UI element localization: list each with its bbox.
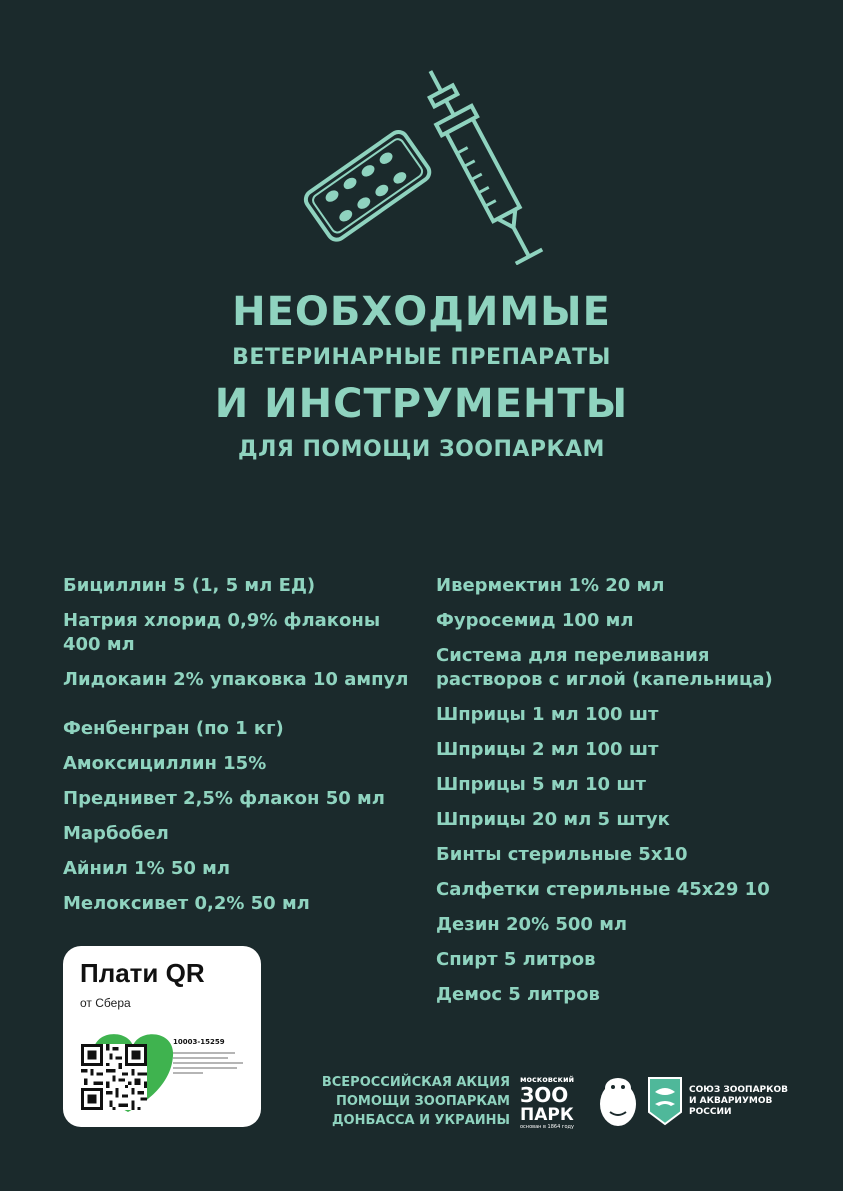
campaign-line-2: ПОМОЩИ ЗООПАРКАМ [336, 1094, 510, 1109]
union-line-1: СОЮЗ ЗООПАРКОВ [689, 1085, 789, 1095]
list-item: Шприцы 5 мл 10 шт [436, 774, 646, 795]
union-shield-icon [647, 1076, 683, 1126]
title-block [0, 285, 843, 469]
list-item: Система для переливания растворов с иглой (капельница) [436, 645, 773, 690]
list-item: Марбобел [63, 823, 169, 844]
campaign-line-1: ВСЕРОССИЙСКАЯ АКЦИЯ [321, 1075, 510, 1090]
list-item: Салфетки стерильные 45х29 10 [436, 879, 770, 900]
union-of-zoos-logo [647, 1076, 787, 1132]
list-item: Фенбенгран (по 1 кг) [63, 718, 284, 739]
list-item: Бинты стерильные 5х10 [436, 844, 688, 865]
union-line-2: И АКВАРИУМОВ [689, 1096, 773, 1106]
union-line-3: РОССИИ [689, 1107, 732, 1117]
list-item: Натрия хлорид 0,9% флаконы 400 мл [63, 610, 381, 655]
qr-fine-print [173, 1052, 253, 1082]
campaign-line-3: ДОНБАССА И УКРАИНЫ [331, 1113, 510, 1128]
zoo-logo-top: московский [520, 1075, 575, 1084]
qr-payment-card[interactable] [63, 946, 261, 1127]
list-item: Айнил 1% 50 мл [63, 858, 231, 879]
list-item: Шприцы 20 мл 5 штук [436, 809, 670, 830]
qr-payment-id: 10003-15259 [173, 1038, 225, 1046]
list-item: Шприцы 2 мл 100 шт [436, 739, 659, 760]
qr-code-icon[interactable] [81, 1044, 147, 1110]
pill-blister-icon [302, 128, 432, 243]
list-item: Мелоксивет 0,2% 50 мл [63, 893, 310, 914]
list-item: Дезин 20% 500 мл [436, 914, 628, 935]
qr-brand-subtitle: от Сбера [80, 996, 131, 1010]
title-line-2: ВЕТЕРИНАРНЫЕ ПРЕПАРАТЫ [232, 345, 611, 370]
manul-cat-icon [600, 1078, 636, 1126]
list-item: Демос 5 литров [436, 984, 600, 1005]
list-item: Ивермектин 1% 20 мл [436, 575, 665, 596]
qr-brand-title: Плати QR [80, 958, 205, 988]
zoo-logo-tagline: основан в 1864 году [520, 1124, 574, 1130]
title-line-1: НЕОБХОДИМЫЕ [232, 289, 611, 335]
campaign-text [300, 1073, 510, 1130]
list-item: Бициллин 5 (1, 5 мл ЕД) [63, 575, 316, 596]
list-item: Амоксициллин 15% [63, 753, 267, 774]
list-item: Фуросемид 100 мл [436, 610, 634, 631]
zoo-logo-line-2: ПАРК [520, 1105, 574, 1125]
supplies-list-right [436, 574, 816, 1018]
moscow-zoo-logo [518, 1072, 640, 1130]
list-item: Шприцы 1 мл 100 шт [436, 704, 659, 725]
zoo-logo-line-1: ЗОО [520, 1083, 569, 1107]
list-item: Преднивет 2,5% флакон 50 мл [63, 788, 385, 809]
title-line-4: ДЛЯ ПОМОЩИ ЗООПАРКАМ [238, 437, 605, 462]
hero-illustration [290, 55, 560, 265]
title-line-3: И ИНСТРУМЕНТЫ [214, 381, 629, 427]
list-gap [63, 703, 413, 717]
supplies-list-left [63, 574, 413, 927]
list-item: Спирт 5 литров [436, 949, 596, 970]
syringe-icon [413, 62, 547, 265]
list-item: Лидокаин 2% упаковка 10 ампул [63, 669, 409, 690]
union-logo-text [689, 1085, 789, 1118]
